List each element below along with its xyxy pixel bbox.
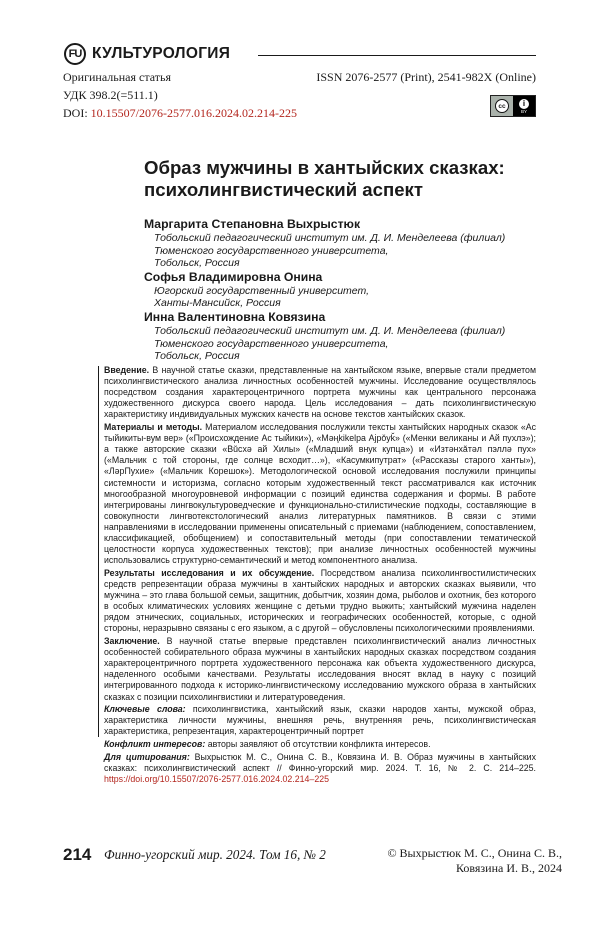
conflict-label: Конфликт интересов: <box>104 739 205 749</box>
conflict-text: авторы заявляют об отсутствии конфликта интересов. <box>205 739 430 749</box>
section-title: КУЛЬТУРОЛОГИЯ <box>92 45 230 63</box>
udc-code: УДК 398.2(=511.1) <box>63 88 158 102</box>
keywords-text: психолингвистика, хантыйский язык, сказки народов ханты, мужской образ, характеристика личности мужчины, внешняя речь, внутренняя речь, психолингвистическая характеристика, репрезентация, характероцентричный портрет <box>104 704 536 736</box>
article-title <box>144 157 524 201</box>
doi-label: DOI: <box>63 106 91 120</box>
doi-line <box>63 106 297 120</box>
abstract-methods <box>104 422 536 566</box>
citation-label: Для цитирования: <box>104 752 190 762</box>
citation-journal: // Финно-угорский мир. 2024. Т. 16, № 2. С. 214–225. <box>270 763 536 773</box>
intro-text: В научной статье сказки, представленные на хантыйском языке, впервые стали предметом психолингвистического анализа личностных особенностей мужчины. Исследование осуществлялось посредством создания характероцентричного портрета мужчины как центрального персонажа художественного дискурса своего народа. Цель исследования – дать психолингвистическую характеристику индивидуальных мужских качеств на основе текстов хантыйских сказок. <box>104 365 536 419</box>
affiliation-line: Тобольский педагогический институт им. Д. И. Менделеева (филиал) <box>144 232 536 245</box>
citation-text: Выхрыстюк М. С., Онина С. В., Ковязина И. В. Образ мужчины в хантыйских сказках: психолингвистический аспект <box>104 752 536 773</box>
copyright-line: © Выхрыстюк М. С., Онина С. В., <box>380 846 562 861</box>
title-line-2: психолингвистический аспект <box>144 179 524 201</box>
intro-label: Введение. <box>104 365 149 375</box>
results-label: Результаты исследования и их обсуждение. <box>104 568 314 578</box>
article-type: Оригинальная статья <box>63 70 171 84</box>
conclusion-text: В научной статье впервые представлен психолингвистический анализ личностных особенностей собирательного образа мужчины в хантыйских народных сказках посредством создания характероцентричного портрета художественного персонажа как объекта художественного дискурса, наделенного особыми качествами. Результаты исследования вносят вклад в науку с позиций интегрированного подхода к историко-лингвистическому исследованию мужского образа в хантыйских сказках с позиции психолингвистики и литературоведения. <box>104 636 536 701</box>
methods-label: Материалы и методы. <box>104 422 202 432</box>
by-label: BY <box>521 109 527 114</box>
abstract-introduction <box>104 365 536 420</box>
citation-doi-link[interactable]: https://doi.org/10.15507/2076-2577.016.2024.02.214–225 <box>104 774 329 784</box>
abstract <box>98 365 536 787</box>
issn: ISSN 2076-2577 (Print), 2541-982X (Online) <box>316 70 536 84</box>
authors-block <box>144 217 536 363</box>
abstract-conclusion <box>104 636 536 703</box>
conclusion-label: Заключение. <box>104 636 160 646</box>
affiliation-line: Югорский государственный университет, <box>144 285 536 298</box>
logo-text: FU <box>69 48 82 60</box>
results-text: Посредством анализа психолингвостилистических средств репрезентации образа мужчины в хантыйских народных и авторских сказках выявили, что мужчина – это глава большой семьи, защитник, добытчик, хозяин дома, рыболов и охотник, без которого в особых климатических условиях женщине с детьми трудно выжить; хантыйский мужчина наделен рядом этнических, социальных, исторических и географических особенностей, которые, с одной стороны, неразрывно связаны с его языком, а с другой – обусловлены психологическими проявлениями. <box>104 568 536 633</box>
affiliation-line: Тобольский педагогический институт им. Д. И. Менделеева (филиал) <box>144 325 536 338</box>
citation <box>104 752 536 785</box>
affiliation-line: Тобольск, Россия <box>144 257 536 270</box>
doi-link[interactable]: 10.15507/2076-2577.016.2024.02.214-225 <box>91 106 297 120</box>
cc-icon: cc <box>495 99 509 113</box>
copyright <box>380 846 562 876</box>
cc-by-license-badge[interactable] <box>490 95 536 117</box>
affiliation-line: Тюменского государственного университета, <box>144 245 536 258</box>
author-1 <box>144 217 536 270</box>
keywords <box>104 704 536 737</box>
page-number: 214 <box>63 845 91 865</box>
author-2 <box>144 270 536 310</box>
title-line-1: Образ мужчины в хантыйских сказках: <box>144 157 524 179</box>
header-divider <box>258 55 536 56</box>
abstract-results <box>104 568 536 635</box>
author-3 <box>144 310 536 363</box>
affiliation-line: Тобольск, Россия <box>144 350 536 363</box>
affiliation-line: Тюменского государственного университета, <box>144 338 536 351</box>
author-name: Софья Владимировна Онина <box>144 270 536 285</box>
attribution-icon: i <box>519 99 529 109</box>
journal-reference: Финно-угорский мир. 2024. Том 16, № 2 <box>104 847 326 863</box>
copyright-line: Ковязина И. В., 2024 <box>380 861 562 876</box>
journal-logo <box>64 43 86 65</box>
author-name: Инна Валентиновна Ковязина <box>144 310 536 325</box>
conflict-of-interest <box>104 739 536 750</box>
affiliation-line: Ханты-Мансийск, Россия <box>144 297 536 310</box>
author-name: Маргарита Степановна Выхрыстюк <box>144 217 536 232</box>
keywords-label: Ключевые слова: <box>104 704 186 714</box>
methods-text: Материалом исследования послужили тексты хантыйских народных сказок «Ас тыйикиты-вум вер» («Происхождение Ас тыйики»), «Мәңkikelpa Ајрǒуǩ» («Менки великаны и Ай пухлэ»); а также авторские сказки «Вŭсхә ай Хилы» («Младший внук купца») и «Изтәнхăтәл пэллә пух» («Мальчик с той стороны, где солнце всходит…»), «Касумкипутрат» («Рассказы старого ханты»), «ЛәрПухие» («Мальчик Корешок»). Методологической основой исследования послужили принципы системности и историзма, согласно которым художественный текст рассматривался как источник многообразной многоуровневой информации с позиций единства содержания и формы. В работе интегрированы лингвокультуроведческие и функционально-стилистические подходы, составляющие в совокупности лингвотекстологический анализ литературных памятников. В связи с этими направлениями в исследовании применены описательный с приемами (наблюдением, сопоставлением, классификацией, обобщением) и сопоставительный методы (при сопоставлении тематической целостности корпуса художественных текстов); при анализе личностных особенностей мужчины использовались структурно-семантический и метод компонентного анализа. <box>104 422 536 565</box>
